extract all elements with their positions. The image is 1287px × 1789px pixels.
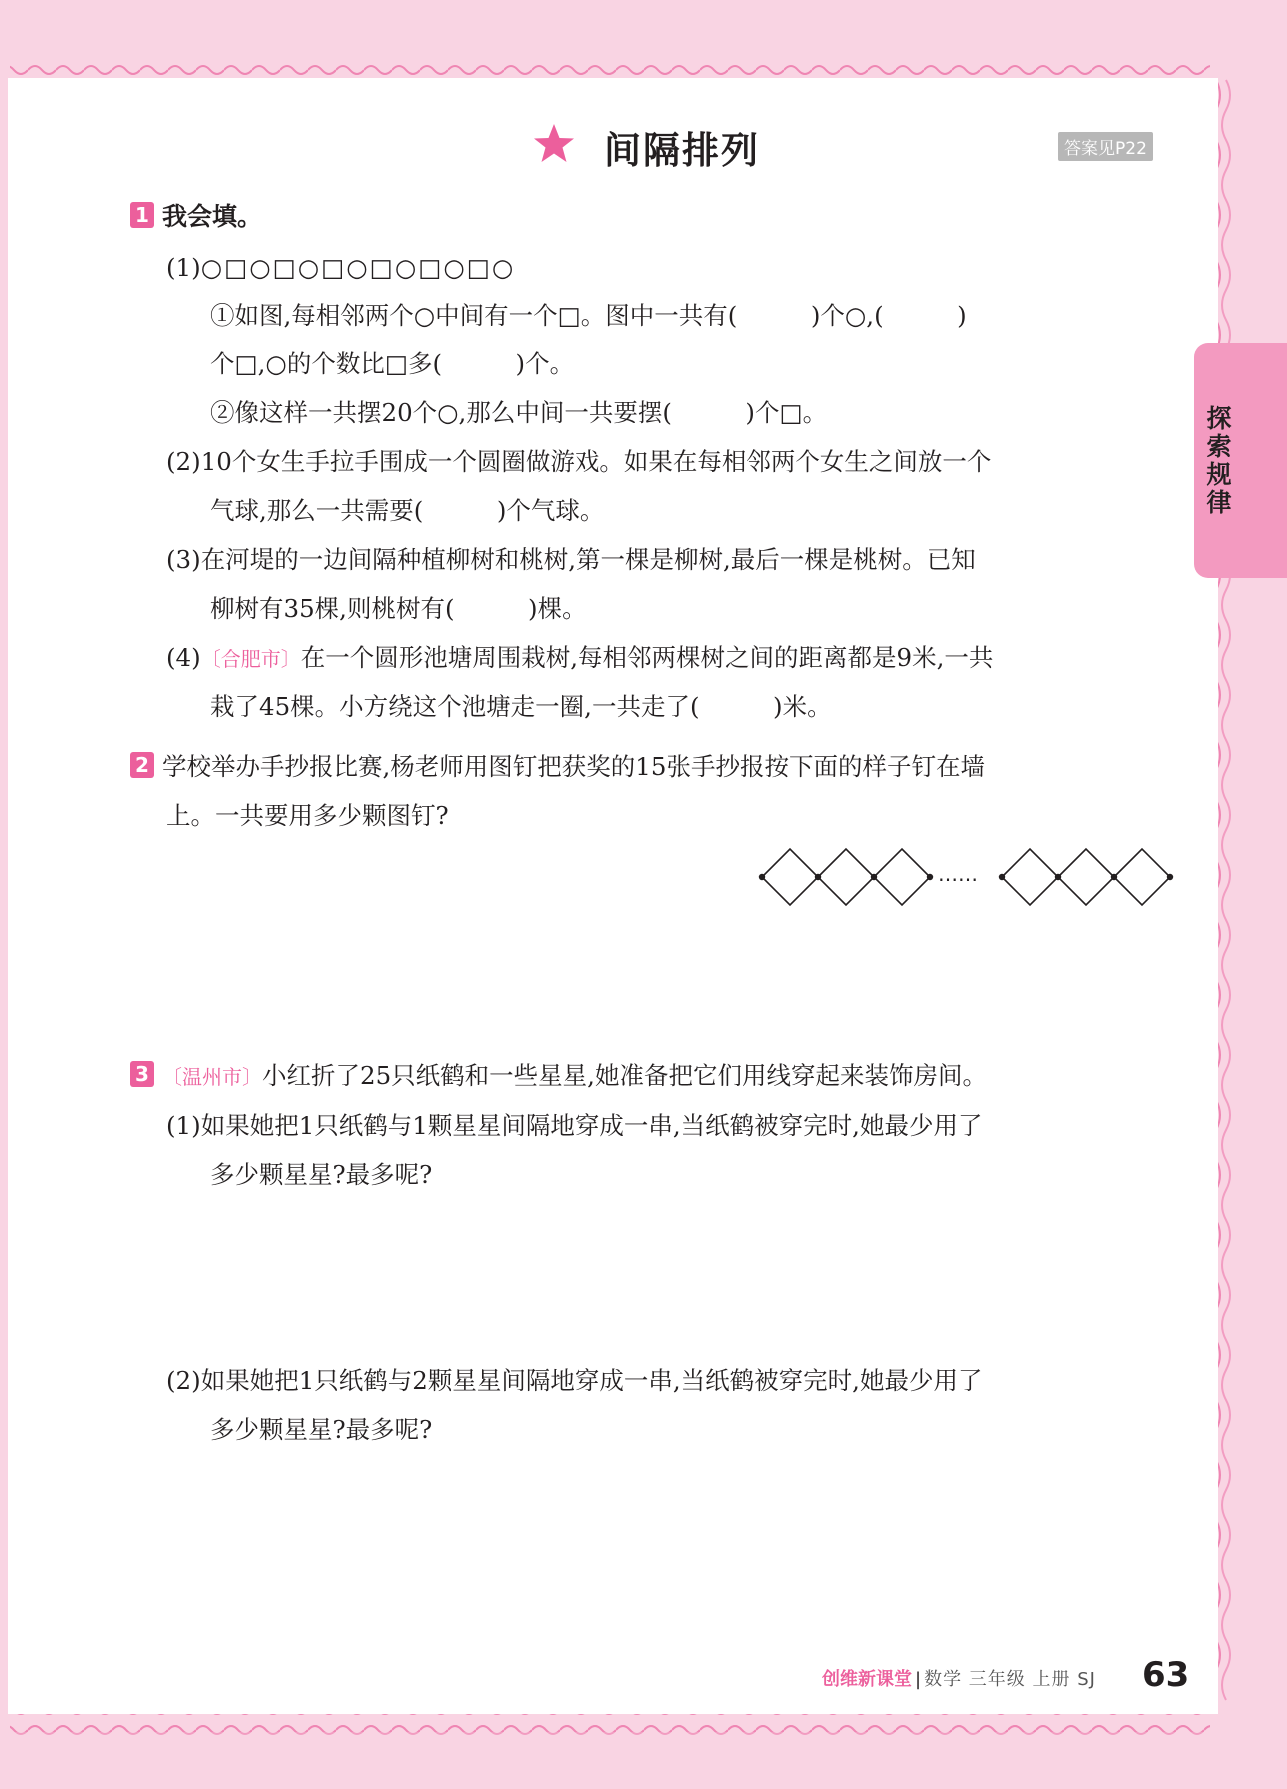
footer	[822, 1665, 1096, 1691]
footer-brand: 创维新课堂	[822, 1669, 912, 1690]
q3-intro: 小红折了25只纸鹤和一些星星,她准备把它们用线穿起来装饰房间。	[262, 1061, 987, 1090]
q1-title: 我会填。	[162, 202, 263, 231]
q1-number-badge: 1	[130, 202, 154, 228]
pin-dot	[759, 874, 765, 880]
q1-p4-line1-wrap	[166, 640, 993, 677]
poster-diamond	[1002, 849, 1058, 905]
q2-line1-wrap	[130, 749, 985, 785]
pin-dot	[1055, 874, 1061, 880]
figure-ellipsis: ……	[938, 862, 978, 886]
q1-p2-line2: 气球,那么一共需要( )个气球。	[210, 496, 605, 525]
q1-p3-line2: 柳树有35棵,则桃树有( )棵。	[210, 594, 587, 623]
pinned-posters-figure	[756, 845, 1176, 909]
pin-dot	[927, 874, 933, 880]
q3-intro-wrap	[130, 1058, 987, 1095]
footer-info: 数学 三年级 上册 SJ	[924, 1669, 1096, 1690]
q1-p1a-line2: 个□,○的个数比□多( )个。	[210, 349, 575, 378]
q1-p3-line1: (3)在河堤的一边间隔种植柳树和桃树,第一棵是柳树,最后一棵是桃树。已知	[166, 545, 976, 574]
answer-reference-badge: 答案见P22	[1058, 132, 1153, 161]
q1-p4-label: (4)	[166, 643, 201, 672]
poster-diamond	[818, 849, 874, 905]
q1-p4-line1: 在一个圆形池塘周围栽树,每相邻两棵树之间的距离都是9米,一共	[300, 643, 994, 672]
q2-line1: 学校举办手抄报比赛,杨老师用图钉把获奖的15张手抄报按下面的样子钉在墙	[162, 752, 985, 781]
q3-s2-line1: (2)如果她把1只纸鹤与2颗星星间隔地穿成一串,当纸鹤被穿完时,她最少用了	[166, 1366, 983, 1395]
q1-p1a-line1: ①如图,每相邻两个○中间有一个□。图中一共有( )个○,( )	[210, 301, 967, 330]
page-title: 间隔排列	[604, 129, 760, 172]
q1-p4-city-tag: 〔合肥市〕	[200, 647, 301, 671]
q2-line2: 上。一共要用多少颗图钉?	[166, 801, 449, 830]
pin-dot	[871, 874, 877, 880]
pin-dot	[1167, 874, 1173, 880]
q3-s1-line1: (1)如果她把1只纸鹤与1颗星星间隔地穿成一串,当纸鹤被穿完时,她最少用了	[166, 1111, 983, 1140]
q1-p2-line1: (2)10个女生手拉手围成一个圆圈做游戏。如果在每相邻两个女生之间放一个	[166, 447, 992, 476]
q3-s2-line2: 多少颗星星?最多呢?	[210, 1415, 433, 1444]
poster-diamond	[874, 849, 930, 905]
q1-p1b: ②像这样一共摆20个○,那么中间一共要摆( )个□。	[210, 398, 828, 427]
poster-diamond	[1058, 849, 1114, 905]
pin-dot	[1111, 874, 1117, 880]
q3-city-tag: 〔温州市〕	[162, 1065, 262, 1089]
pin-dot	[815, 874, 821, 880]
poster-diamond	[1114, 849, 1170, 905]
pin-dot	[999, 874, 1005, 880]
q1-p1-shapes-line	[166, 250, 515, 286]
page-number: 63	[1142, 1655, 1190, 1695]
q1-p4-line2: 栽了45棵。小方绕这个池塘走一圈,一共走了( )米。	[210, 692, 832, 721]
q1-p1-label: (1)	[166, 253, 201, 282]
q1-heading	[130, 199, 262, 235]
q1-p1-shapes: ○□○□○□○□○□○□○	[200, 253, 516, 282]
q3-number-badge: 3	[130, 1061, 154, 1087]
star-icon	[532, 122, 576, 166]
q3-s1-line2: 多少颗星星?最多呢?	[210, 1160, 433, 1189]
side-tab-label: 探索规律	[1206, 404, 1232, 517]
q2-number-badge: 2	[130, 752, 154, 778]
footer-separator: |	[915, 1669, 922, 1690]
poster-diamond	[762, 849, 818, 905]
